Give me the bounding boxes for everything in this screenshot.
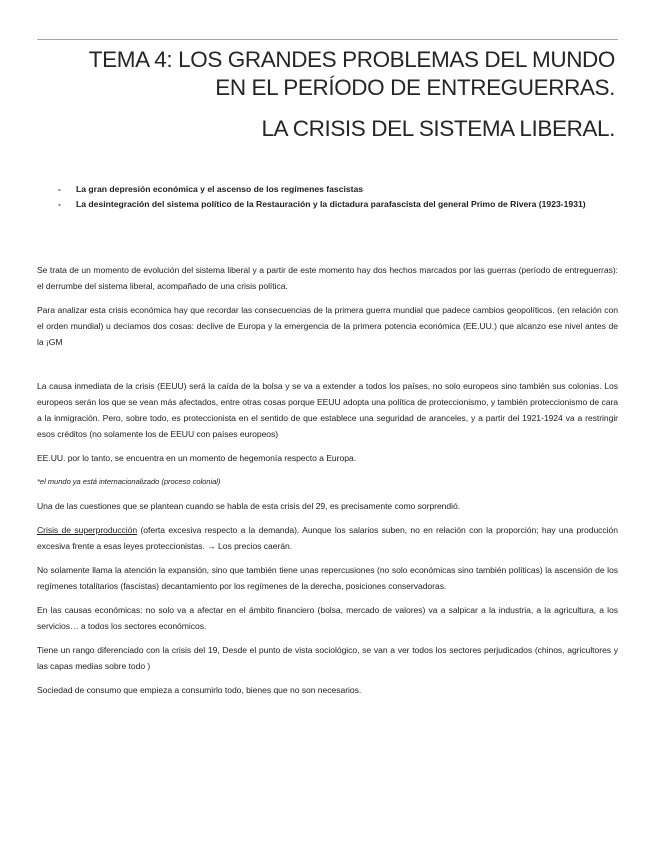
title-line-1: TEMA 4: LOS GRANDES PROBLEMAS DEL MUNDO: [88, 47, 615, 72]
paragraph: EE.UU. por lo tanto, se encuentra en un momento de hegemonía respecto a Europa.: [37, 453, 356, 463]
document-title: [55, 46, 615, 143]
body-text: [37, 262, 618, 706]
paragraph: Tiene un rango diferenciado con la crisis del 19, Desde el punto de vista sociológico, se van a ver todos los sectores perjudicados (chinos, agricultores y las capas medias sobre todo ): [37, 645, 618, 671]
paragraph: No solamente llama la atención la expansión, sino que también tiene unas repercusiones (no solo económicas sino también políticas) la ascensión de los regímenes totalitarios (fascistas) decantamiento por los regímenes de la derecha, posiciones conservadoras.: [37, 565, 618, 591]
paragraph: Una de las cuestiones que se plantean cuando se habla de esta crisis del 29, es precisamente como sorprendió.: [37, 501, 461, 511]
dash-bullet: -: [58, 199, 61, 209]
dash-bullet: -: [58, 184, 61, 194]
list-item: [58, 182, 618, 197]
paragraph: Para analizar esta crisis económica hay que recordar las consecuencias de la primera guerra mundial que padece cambios geopolíticos. (en relación con el orden mundial) u decíamos dos cosas: declive de Europa y la emergencia de la primera potencia económica (EE.UU.) que alcanzo ese nivel antes de la ¡GM: [37, 305, 618, 347]
list-item-text: La gran depresión económica y el ascenso de los regímenes fascistas: [76, 184, 364, 194]
paragraph: En las causas económicas: no solo va a afectar en el ámbito financiero (bolsa, mercado de valores) va a salpicar a la industria, a la agricultura, a los servicios… a todos los sectores económicos.: [37, 605, 618, 631]
paragraph: Se trata de un momento de evolución del sistema liberal y a partir de este momento hay dos hechos marcados por las guerras (período de entreguerras): el derrumbe del sistema liberal, acompañado de una crisis política.: [37, 265, 618, 291]
footnote: *el mundo ya está internacionalizado (proceso colonial): [37, 477, 221, 486]
list-item: [58, 197, 618, 212]
paragraph: Sociedad de consumo que empieza a consumirlo todo, bienes que no son necesarios.: [37, 685, 362, 695]
underlined-term: Crisis de superproducción: [37, 525, 138, 535]
list-item-text: La desintegración del sistema político de la Restauración y la dictadura parafascista del general Primo de Rivera (1923-1931): [76, 199, 586, 209]
paragraph: [37, 522, 618, 554]
topic-list: [58, 182, 618, 212]
header-rule: [37, 39, 618, 40]
paragraph-text: (oferta excesiva respecto a la demanda). Aunque los salarios suben, no en relación con la proporción; hay una producción excesiva frente a esas leyes proteccionistas. → Los precios caerán.: [37, 525, 618, 551]
subtitle: LA CRISIS DEL SISTEMA LIBERAL.: [261, 116, 615, 141]
title-line-2: EN EL PERÍODO DE ENTREGUERRAS.: [215, 75, 615, 100]
paragraph: La causa inmediata de la crisis (EEUU) será la caída de la bolsa y se va a extender a todos los países, no solo europeos sino también sus colonias. Los europeos serán los que se vean más afectados, entre otras cosas porque EEUU adopta una política de proteccionismo, y también proteccionismo de cara a la inmigración. Pero, sobre todo, es proteccionista en el sentido de que establece una seguridad de aranceles, y a partir del 1921-1924 va a restringir esos créditos (no solamente los de EEUU con países europeos): [37, 381, 618, 439]
